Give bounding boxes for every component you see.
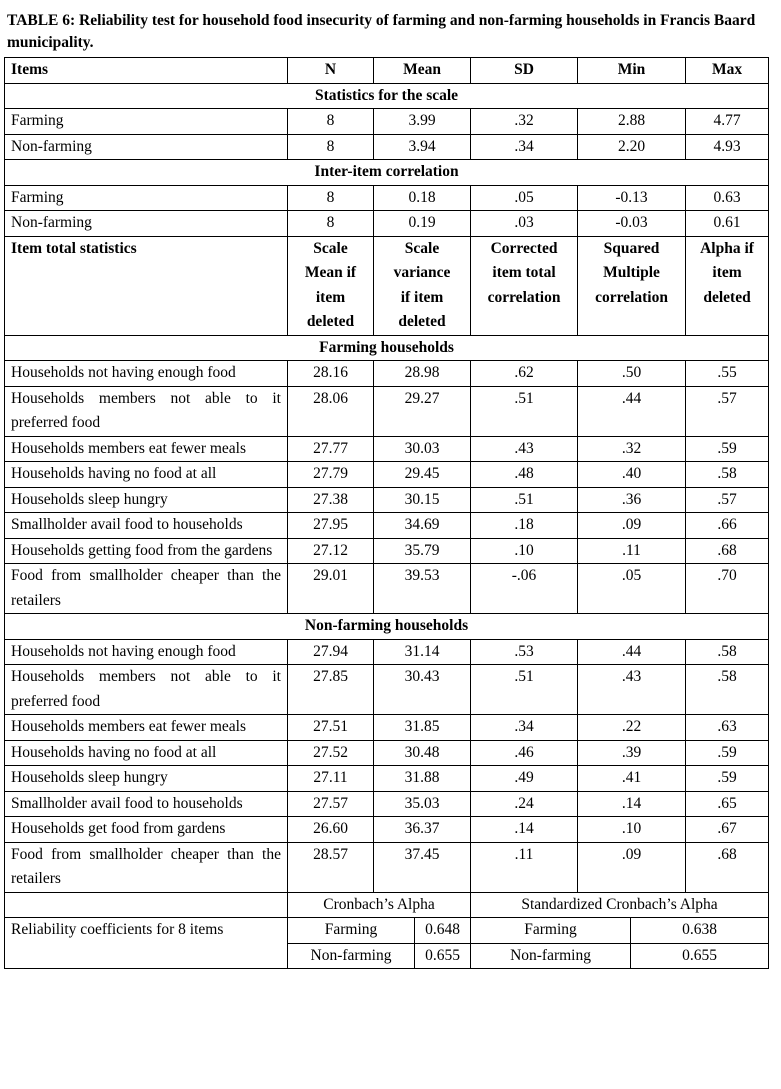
- row-label: Households not having enough food: [5, 361, 288, 387]
- cell-sd: .03: [471, 211, 578, 237]
- std-farming-value: 0.638: [631, 918, 769, 944]
- cell-alpha-deleted: .68: [686, 842, 769, 892]
- header-corrected-correlation: Corrected item total correlation: [471, 236, 578, 335]
- empty-cell: [5, 892, 288, 918]
- cell-squared-multiple: .14: [578, 791, 686, 817]
- cell-squared-multiple: .05: [578, 564, 686, 614]
- cell-alpha-deleted: .63: [686, 715, 769, 741]
- row-label: Farming: [5, 109, 288, 135]
- table-row: [5, 639, 769, 665]
- row-label: Households members eat fewer meals: [5, 715, 288, 741]
- header-alpha-deleted: Alpha if item deleted: [686, 236, 769, 335]
- cell-scale-variance: 31.14: [374, 639, 471, 665]
- cell-alpha-deleted: .67: [686, 817, 769, 843]
- row-label: Households getting food from the gardens: [5, 538, 288, 564]
- item-total-header-row: [5, 236, 769, 335]
- cell-mean: 3.94: [374, 134, 471, 160]
- cronbach-farming-value: 0.648: [415, 918, 471, 944]
- table-row: [5, 513, 769, 539]
- cell-squared-multiple: .44: [578, 639, 686, 665]
- cell-corrected-correlation: .49: [471, 766, 578, 792]
- reliability-row-farming: [5, 918, 769, 944]
- cell-scale-mean: 28.06: [288, 386, 374, 436]
- table-row: [5, 386, 769, 436]
- row-label: Households sleep hungry: [5, 766, 288, 792]
- cronbach-farming-label: Farming: [288, 918, 415, 944]
- table-row: [5, 211, 769, 237]
- cell-squared-multiple: .36: [578, 487, 686, 513]
- cell-n: 8: [288, 134, 374, 160]
- cell-squared-multiple: .39: [578, 740, 686, 766]
- section-title-inter-item: Inter-item correlation: [5, 160, 769, 186]
- cell-scale-mean: 27.77: [288, 436, 374, 462]
- cell-alpha-deleted: .58: [686, 462, 769, 488]
- header-sd: SD: [471, 58, 578, 84]
- cell-min: -0.13: [578, 185, 686, 211]
- cell-scale-mean: 27.51: [288, 715, 374, 741]
- cell-scale-mean: 28.16: [288, 361, 374, 387]
- cell-alpha-deleted: .66: [686, 513, 769, 539]
- cell-sd: .05: [471, 185, 578, 211]
- table-row: [5, 538, 769, 564]
- cell-scale-mean: 27.57: [288, 791, 374, 817]
- cell-corrected-correlation: .34: [471, 715, 578, 741]
- header-mean: Mean: [374, 58, 471, 84]
- section-title-farming: Farming households: [5, 335, 769, 361]
- cell-sd: .32: [471, 109, 578, 135]
- cell-corrected-correlation: .51: [471, 665, 578, 715]
- cell-min: -0.03: [578, 211, 686, 237]
- row-label: Food from smallholder cheaper than the retailers: [5, 842, 288, 892]
- row-label: Households members not able to it preferred food: [5, 386, 288, 436]
- reliability-table: [4, 57, 769, 969]
- table-caption: TABLE 6: Reliability test for household food insecurity of farming and non-farming households in Francis Baard municipality.: [7, 12, 756, 51]
- cell-squared-multiple: .09: [578, 842, 686, 892]
- cell-n: 8: [288, 211, 374, 237]
- table-row: [5, 817, 769, 843]
- section-row: [5, 614, 769, 640]
- cell-corrected-correlation: .48: [471, 462, 578, 488]
- header-scale-variance: Scale variance if item deleted: [374, 236, 471, 335]
- cell-corrected-correlation: .10: [471, 538, 578, 564]
- cell-scale-variance: 35.03: [374, 791, 471, 817]
- standardized-title: Standardized Cronbach’s Alpha: [471, 892, 769, 918]
- cell-squared-multiple: .11: [578, 538, 686, 564]
- cell-alpha-deleted: .58: [686, 665, 769, 715]
- std-farming-label: Farming: [471, 918, 631, 944]
- section-row: [5, 160, 769, 186]
- header-items: Items: [5, 58, 288, 84]
- cronbach-nonfarming-value: 0.655: [415, 943, 471, 969]
- cell-scale-mean: 28.57: [288, 842, 374, 892]
- row-label: Smallholder avail food to households: [5, 791, 288, 817]
- cell-scale-variance: 31.88: [374, 766, 471, 792]
- cell-alpha-deleted: .65: [686, 791, 769, 817]
- cell-corrected-correlation: .14: [471, 817, 578, 843]
- cell-corrected-correlation: .62: [471, 361, 578, 387]
- cell-corrected-correlation: .51: [471, 487, 578, 513]
- cell-scale-mean: 27.12: [288, 538, 374, 564]
- cell-scale-mean: 27.79: [288, 462, 374, 488]
- cell-alpha-deleted: .57: [686, 487, 769, 513]
- cronbach-nonfarming-label: Non-farming: [288, 943, 415, 969]
- row-label: Households members not able to it preferred food: [5, 665, 288, 715]
- cell-corrected-correlation: .11: [471, 842, 578, 892]
- row-label: Households not having enough food: [5, 639, 288, 665]
- row-label: Households members eat fewer meals: [5, 436, 288, 462]
- table-row: [5, 791, 769, 817]
- table-row: [5, 361, 769, 387]
- cell-squared-multiple: .10: [578, 817, 686, 843]
- header-min: Min: [578, 58, 686, 84]
- table-row: [5, 462, 769, 488]
- cell-scale-mean: 27.52: [288, 740, 374, 766]
- header-scale-mean: Scale Mean if item deleted: [288, 236, 374, 335]
- section-title-scale: Statistics for the scale: [5, 83, 769, 109]
- cell-n: 8: [288, 185, 374, 211]
- std-nonfarming-label: Non-farming: [471, 943, 631, 969]
- reliability-row-nonfarming: [5, 943, 769, 969]
- cell-min: 2.88: [578, 109, 686, 135]
- cell-alpha-deleted: .59: [686, 766, 769, 792]
- header-squared-multiple: Squared Multiple correlation: [578, 236, 686, 335]
- cell-scale-mean: 27.95: [288, 513, 374, 539]
- cell-max: 0.61: [686, 211, 769, 237]
- cell-squared-multiple: .32: [578, 436, 686, 462]
- table-row: [5, 665, 769, 715]
- cell-scale-variance: 34.69: [374, 513, 471, 539]
- cell-corrected-correlation: -.06: [471, 564, 578, 614]
- header-n: N: [288, 58, 374, 84]
- cell-alpha-deleted: .70: [686, 564, 769, 614]
- section-row: [5, 83, 769, 109]
- cell-scale-mean: 27.38: [288, 487, 374, 513]
- cell-mean: 0.18: [374, 185, 471, 211]
- row-label: Households get food from gardens: [5, 817, 288, 843]
- header-row: [5, 58, 769, 84]
- cell-scale-variance: 28.98: [374, 361, 471, 387]
- empty-cell: [5, 943, 288, 969]
- cell-min: 2.20: [578, 134, 686, 160]
- cell-squared-multiple: .44: [578, 386, 686, 436]
- cell-scale-mean: 27.94: [288, 639, 374, 665]
- cell-squared-multiple: .50: [578, 361, 686, 387]
- cell-scale-variance: 29.27: [374, 386, 471, 436]
- cell-scale-variance: 36.37: [374, 817, 471, 843]
- cell-alpha-deleted: .58: [686, 639, 769, 665]
- row-label: Farming: [5, 185, 288, 211]
- cell-squared-multiple: .41: [578, 766, 686, 792]
- cell-scale-variance: 37.45: [374, 842, 471, 892]
- cell-squared-multiple: .43: [578, 665, 686, 715]
- cronbach-title: Cronbach’s Alpha: [288, 892, 471, 918]
- cell-sd: .34: [471, 134, 578, 160]
- cell-scale-variance: 29.45: [374, 462, 471, 488]
- cell-scale-mean: 29.01: [288, 564, 374, 614]
- table-row: [5, 134, 769, 160]
- item-total-label: Item total statistics: [5, 236, 288, 335]
- table-row: [5, 766, 769, 792]
- table-row: [5, 715, 769, 741]
- row-label: Smallholder avail food to households: [5, 513, 288, 539]
- cell-squared-multiple: .09: [578, 513, 686, 539]
- cell-corrected-correlation: .53: [471, 639, 578, 665]
- cell-scale-variance: 30.43: [374, 665, 471, 715]
- cell-corrected-correlation: .51: [471, 386, 578, 436]
- cell-scale-variance: 39.53: [374, 564, 471, 614]
- table-row: [5, 487, 769, 513]
- cell-scale-variance: 31.85: [374, 715, 471, 741]
- cell-scale-variance: 30.15: [374, 487, 471, 513]
- cell-alpha-deleted: .55: [686, 361, 769, 387]
- cell-alpha-deleted: .68: [686, 538, 769, 564]
- table-row: [5, 842, 769, 892]
- row-label: Non-farming: [5, 134, 288, 160]
- row-label: Food from smallholder cheaper than the retailers: [5, 564, 288, 614]
- table-row: [5, 109, 769, 135]
- cell-max: 4.93: [686, 134, 769, 160]
- cell-corrected-correlation: .43: [471, 436, 578, 462]
- cell-squared-multiple: .40: [578, 462, 686, 488]
- cell-n: 8: [288, 109, 374, 135]
- cell-corrected-correlation: .46: [471, 740, 578, 766]
- cell-corrected-correlation: .18: [471, 513, 578, 539]
- row-label: Households having no food at all: [5, 462, 288, 488]
- std-nonfarming-value: 0.655: [631, 943, 769, 969]
- cell-scale-mean: 26.60: [288, 817, 374, 843]
- row-label: Households sleep hungry: [5, 487, 288, 513]
- cell-scale-mean: 27.11: [288, 766, 374, 792]
- row-label: Households having no food at all: [5, 740, 288, 766]
- cell-alpha-deleted: .57: [686, 386, 769, 436]
- reliability-header-row: [5, 892, 769, 918]
- row-label: Non-farming: [5, 211, 288, 237]
- cell-scale-variance: 30.48: [374, 740, 471, 766]
- cell-alpha-deleted: .59: [686, 436, 769, 462]
- cell-scale-variance: 30.03: [374, 436, 471, 462]
- cell-max: 0.63: [686, 185, 769, 211]
- cell-alpha-deleted: .59: [686, 740, 769, 766]
- header-max: Max: [686, 58, 769, 84]
- cell-mean: 3.99: [374, 109, 471, 135]
- reliability-label: Reliability coefficients for 8 items: [5, 918, 288, 944]
- cell-squared-multiple: .22: [578, 715, 686, 741]
- cell-scale-mean: 27.85: [288, 665, 374, 715]
- cell-corrected-correlation: .24: [471, 791, 578, 817]
- cell-scale-variance: 35.79: [374, 538, 471, 564]
- table-row: [5, 740, 769, 766]
- table-row: [5, 436, 769, 462]
- section-title-nonfarming: Non-farming households: [5, 614, 769, 640]
- cell-mean: 0.19: [374, 211, 471, 237]
- table-row: [5, 564, 769, 614]
- cell-max: 4.77: [686, 109, 769, 135]
- section-row: [5, 335, 769, 361]
- table-row: [5, 185, 769, 211]
